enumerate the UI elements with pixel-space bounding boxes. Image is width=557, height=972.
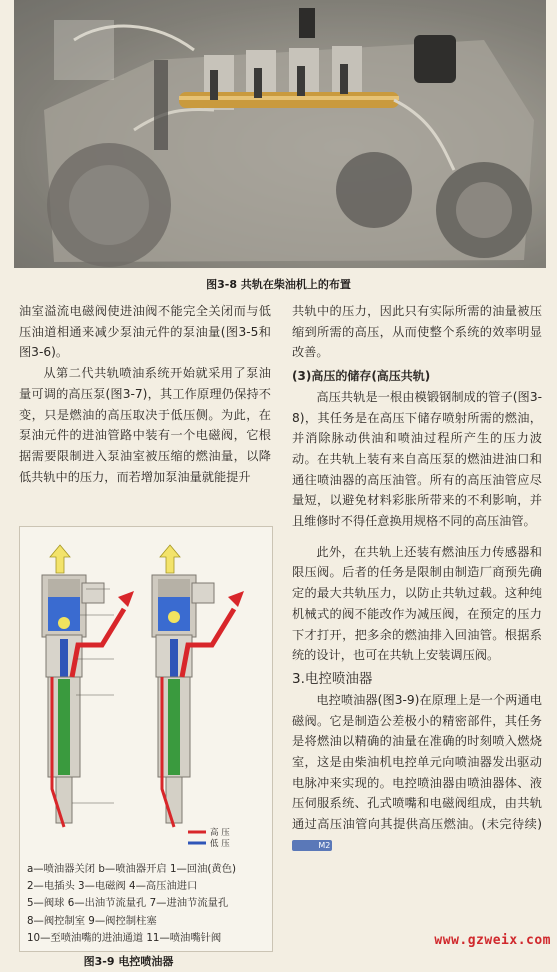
right-paragraph-2: 高压共轨是一根由模锻钢制成的管子(图3-8)，其任务是在高压下储存喷射所需的燃油，并消除脉动供油和喷油过程所产生的压力波动。在共轨上装有来自高压泵的燃油进油口和通往喷油器的高压油管。所有的高压油管应尽量短，以避免材料彩胀所带来的不利影响，并且维修时不得任意换用规格不同的高压油管。 [292,389,542,529]
figure-3-9-caption: 图3-9 电控喷油器 [83,955,174,968]
right-column [292,301,542,856]
legend-line-4: 8—阀控制室 9—阀控制柱塞 [27,914,157,927]
injector-b [152,545,244,827]
legend-line-3: 5—阀球 6—出油节流量孔 7—进油节流量孔 [27,897,229,910]
left-column [19,301,271,487]
site-watermark: www.gzweix.com [434,933,551,948]
legend-line-2: 2—电插头 3—电磁阀 4—高压油进口 [27,880,198,893]
key-high-label: 高 压 [210,828,230,838]
legend-line-5: 10—至喷油嘴的进油通道 11—喷油嘴针阀 [27,931,222,944]
left-paragraph-1: 油室溢流电磁阀使进油阀不能完全关闭而与低压油道相通来减少泵油元件的泵油量(图3-5和图3-6)。 [19,304,271,360]
key-low-label: 低 压 [210,839,230,849]
injector-figure [19,526,273,952]
engine-illustration [14,0,546,268]
section-heading-storage: (3)高压的储存(高压共轨) [292,369,431,384]
right-paragraph-4 [292,690,542,856]
legend-line-1: a—喷油器关闭 b—喷油器开启 1—回油(黄色) [27,863,237,875]
injector-a [42,545,134,827]
right-paragraph-3: 此外，在共轨上还装有燃油压力传感器和限压阀。后者的任务是限制由制造厂商预先确定的最大共轨压力，以防止共轨过载。这种纯机械式的阀不能改作为减压阀，在预定的压力下才打开，把多余的燃油排入回油管。根据系统的设计，也可在共轨上安装调压阀。 [292,544,542,663]
engine-photo [14,0,546,268]
section-heading-injector: 3.电控喷油器 [292,670,373,687]
left-paragraph-2: 从第二代共轨喷油系统开始就采用了泵油量可调的高压泵(图3-7)，其工作原理仍保持不变，只是燃油的高压取决于低压侧。为此，在泵油元件的进油管路中装有一个电磁阀，它根据需要限制进入泵油室被压缩的燃油量，以降低共轨中的压力，而若增加泵油量就能提升 [19,366,271,484]
right-paragraph-1: 共轨中的压力，因此只有实际所需的油量被压缩到所需的高压，从而使整个系统的效率明显改善。 [292,304,542,360]
article-end-tag: M2 [292,840,332,851]
figure-3-8-caption: 图3-8 共轨在柴油机上的布置 [206,278,351,291]
right-paragraph-4-text: 电控喷油器(图3-9)在原理上是一个两通电磁阀。它是制造公差极小的精密部件，其任务是将燃油以精确的油量在准确的时刻喷入燃烧室，这是由柴油机电控单元向喷油器发出驱动电脉冲来实现的。电控喷油器由喷油器体、液压伺服系统、孔式喷嘴和电磁阀组成，由共轨通过高压油管向其提供高压燃油。(未完待续) [292,692,542,832]
injector-diagram [20,527,272,857]
figure-legend [27,861,273,947]
